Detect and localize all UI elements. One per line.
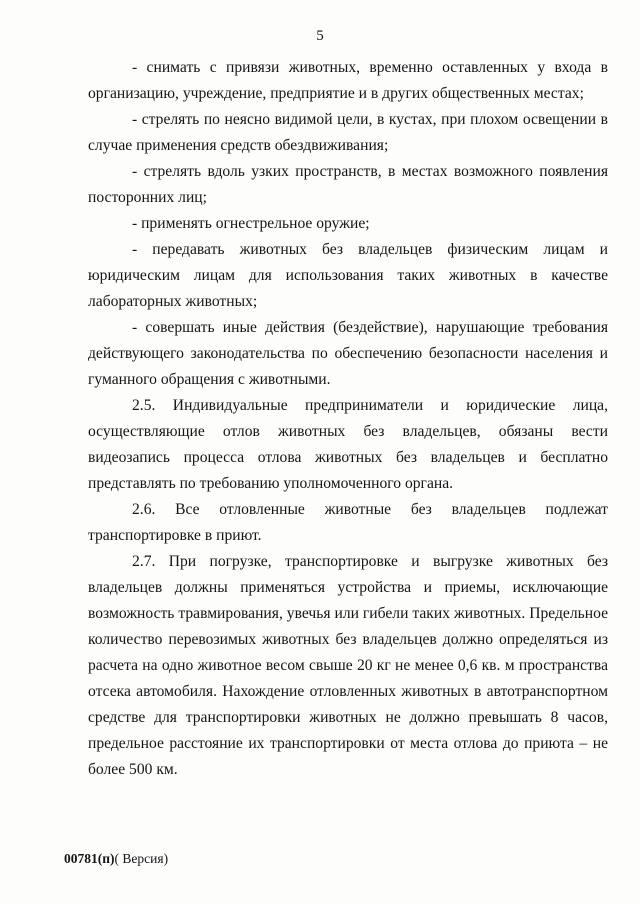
paragraph-shoot-unclear-target: - стрелять по неясно видимой цели, в кустах, при плохом освещении в случае применения средств обездвиживания; — [88, 111, 608, 154]
paragraph-2-6-shelter-transport: 2.6. Все отловленные животные без владельцев подлежат транспортировке в приют. — [88, 501, 608, 544]
paragraph-2-7-transport-rules: 2.7. При погрузке, транспортировке и выгрузке животных без владельцев должны применяться устройства и приемы, исключающие возможность травмирования, увечья или гибели таких животных. Предельное количество перевозимых животных без владельцев должно определяться из расчета на одно животное весом свыше 20 кг не менее 0,6 кв. м пространства отсека автомобиля. Нахождение отловленных животных в автотранспортном средстве для транспортировки животных не должно превышать 8 часов, предельное расстояние их транспортировки от места отлова до приюта – не более 500 км. — [88, 553, 608, 778]
paragraph-transfer-animals: - передавать животных без владельцев физическим лицам и юридическим лицам для использования таких животных в качестве лабораторных животных; — [88, 241, 608, 310]
paragraph-untie-animals: - снимать с привязи животных, временно оставленных у входа в организацию, учреждение, предприятие и в других общественных местах; — [88, 59, 608, 102]
page-number: 5 — [316, 28, 324, 44]
paragraph-firearms: - применять огнестрельное оружие; — [132, 215, 370, 232]
paragraph-shoot-narrow-spaces: - стрелять вдоль узких пространств, в местах возможного появления посторонних лиц; — [88, 163, 608, 206]
document-footer — [64, 851, 168, 867]
document-body — [88, 55, 608, 783]
document-version: ( Версия) — [114, 851, 169, 866]
paragraph-other-actions: - совершать иные действия (бездействие), нарушающие требования действующего законодательства по обеспечению безопасности населения и гуманного обращения с животными. — [88, 319, 608, 388]
document-code: 00781(п) — [64, 851, 115, 866]
paragraph-2-5-video-recording: 2.5. Индивидуальные предприниматели и юридические лица, осуществляющие отлов животных без владельцев, обязаны вести видеозапись процесса отлова животных без владельцев и бесплатно представлять по требованию уполномоченного органа. — [88, 397, 608, 492]
